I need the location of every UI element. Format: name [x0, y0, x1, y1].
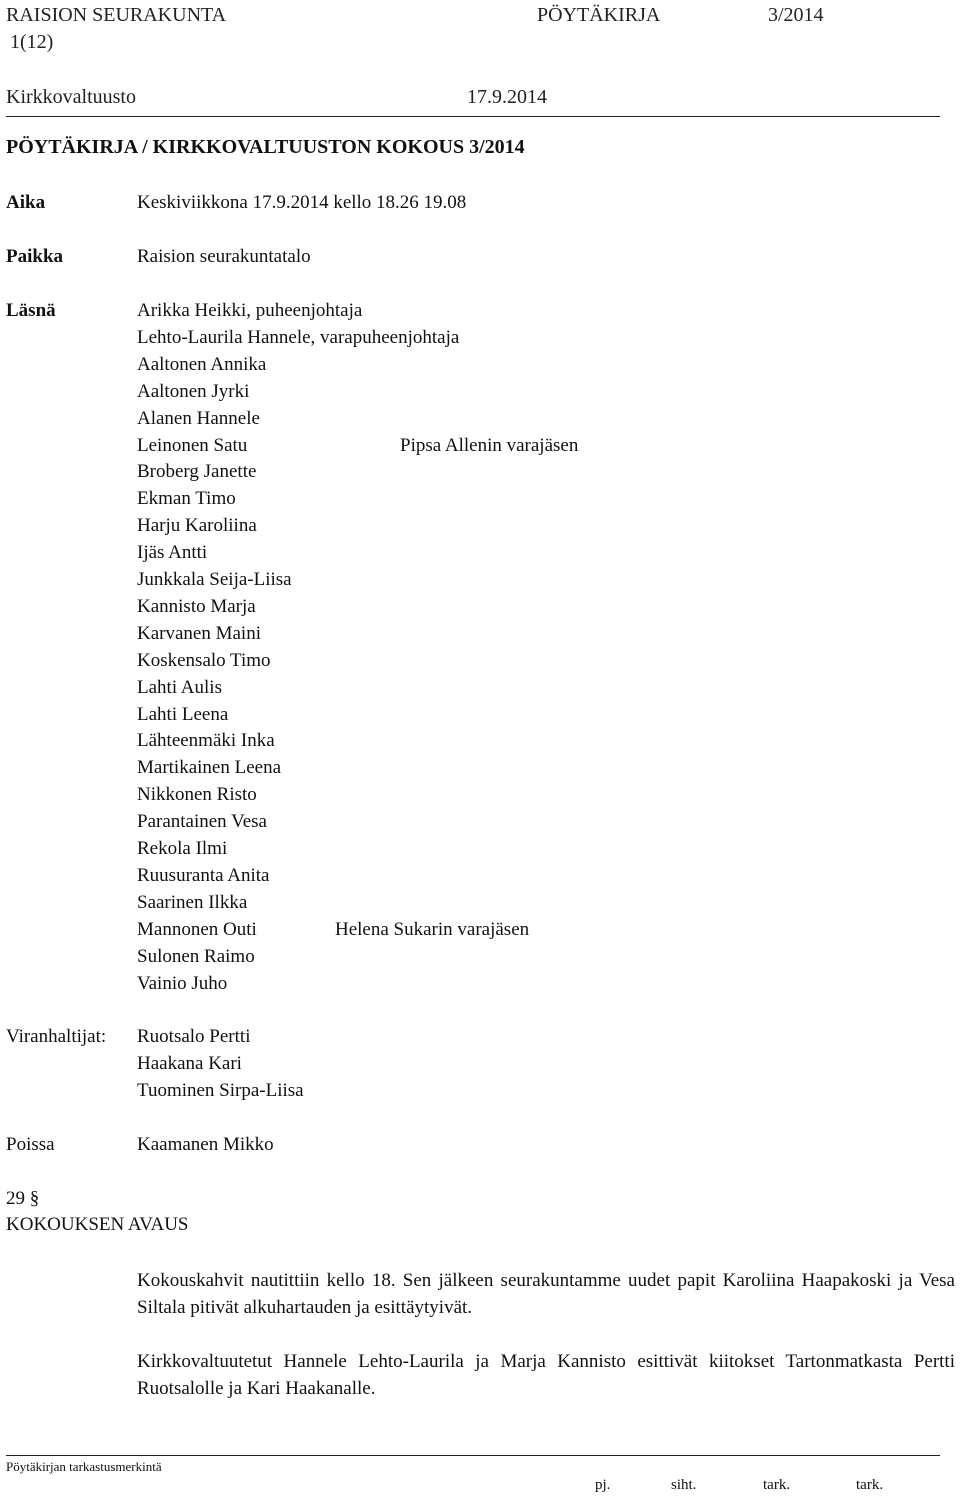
present-member: Ekman Timo	[137, 488, 236, 509]
present-member: Harju Karoliina	[137, 515, 257, 536]
page-title: PÖYTÄKIRJA / KIRKKOVALTUUSTON KOKOUS 3/2014	[6, 136, 525, 158]
section-symbol: §	[29, 1188, 40, 1209]
paikka-value: Raision seurakuntatalo	[137, 246, 311, 267]
doc-number: 3/2014	[768, 4, 824, 26]
meeting-date: 17.9.2014	[467, 86, 547, 108]
present-member: Aaltonen Annika	[137, 354, 267, 375]
present-member: Martikainen Leena	[137, 757, 282, 778]
header-divider	[6, 116, 940, 117]
signature-pj: pj.	[595, 1477, 611, 1493]
present-member: Aaltonen Jyrki	[137, 381, 250, 402]
present-member: Koskensalo Timo	[137, 650, 271, 671]
official-name: Tuominen Sirpa-Liisa	[137, 1080, 304, 1101]
present-member: Vainio Juho	[137, 973, 228, 994]
present-member: Junkkala Seija-Liisa	[137, 569, 292, 590]
present-member: Mannonen Outi	[137, 919, 257, 940]
footer-label: Pöytäkirjan tarkastusmerkintä	[6, 1459, 162, 1474]
present-member: Ijäs Antti	[137, 542, 208, 563]
present-member: Rekola Ilmi	[137, 838, 228, 859]
signature-siht: siht.	[671, 1477, 697, 1493]
section-paragraph: Kirkkovaltuutetut Hannele Lehto-Laurila ja Marja Kannisto esittivät kiitokset Tartonmatkasta Pertti Ruotsalolle ja Kari Haakanalle.	[137, 1351, 955, 1399]
present-member: Lahti Leena	[137, 704, 229, 725]
present-member: Karvanen Maini	[137, 623, 261, 644]
poissa-label: Poissa	[6, 1134, 55, 1155]
absent-name: Kaamanen Mikko	[137, 1134, 274, 1155]
present-member: Broberg Janette	[137, 461, 257, 482]
meeting-body: Kirkkovaltuusto	[6, 86, 136, 108]
paikka-label: Paikka	[6, 246, 64, 267]
present-member: Kannisto Marja	[137, 596, 256, 617]
signature-tark-1: tark.	[763, 1477, 791, 1493]
present-member: Lahti Aulis	[137, 677, 222, 698]
aika-value: Keskiviikkona 17.9.2014 kello 18.26 19.08	[137, 192, 467, 213]
section-heading: KOKOUKSEN AVAUS	[6, 1214, 189, 1235]
section-number-value: 29	[6, 1188, 25, 1209]
page-number: 1(12)	[10, 31, 54, 53]
present-member: Arikka Heikki, puheenjohtaja	[137, 300, 363, 321]
present-member: Ruusuranta Anita	[137, 865, 270, 886]
official-name: Haakana Kari	[137, 1053, 242, 1074]
org-name: RAISION SEURAKUNTA	[6, 4, 227, 26]
substitute-note: Pipsa Allenin varajäsen	[400, 435, 579, 456]
official-name: Ruotsalo Pertti	[137, 1026, 251, 1047]
viranhaltijat-label: Viranhaltijat:	[6, 1026, 107, 1047]
lasna-label: Läsnä	[6, 300, 56, 321]
present-member: Alanen Hannele	[137, 408, 260, 429]
doc-type: PÖYTÄKIRJA	[537, 4, 661, 26]
present-member: Lähteenmäki Inka	[137, 730, 275, 751]
section-number	[6, 1188, 39, 1210]
present-member: Sulonen Raimo	[137, 946, 255, 967]
present-member: Lehto-Laurila Hannele, varapuheenjohtaja	[137, 327, 460, 348]
present-member: Parantainen Vesa	[137, 811, 267, 832]
substitute-note: Helena Sukarin varajäsen	[335, 919, 530, 940]
present-member: Saarinen Ilkka	[137, 892, 248, 913]
section-paragraph: Kokouskahvit nautittiin kello 18. Sen jälkeen seurakuntamme uudet papit Karoliina Haapakoski ja Vesa Siltala pitivät alkuhartauden ja esittäytyivät.	[137, 1270, 955, 1318]
aika-label: Aika	[6, 192, 46, 213]
signature-tark-2: tark.	[856, 1477, 884, 1493]
present-member: Leinonen Satu	[137, 435, 248, 456]
footer-divider	[6, 1455, 940, 1456]
present-member: Nikkonen Risto	[137, 784, 257, 805]
